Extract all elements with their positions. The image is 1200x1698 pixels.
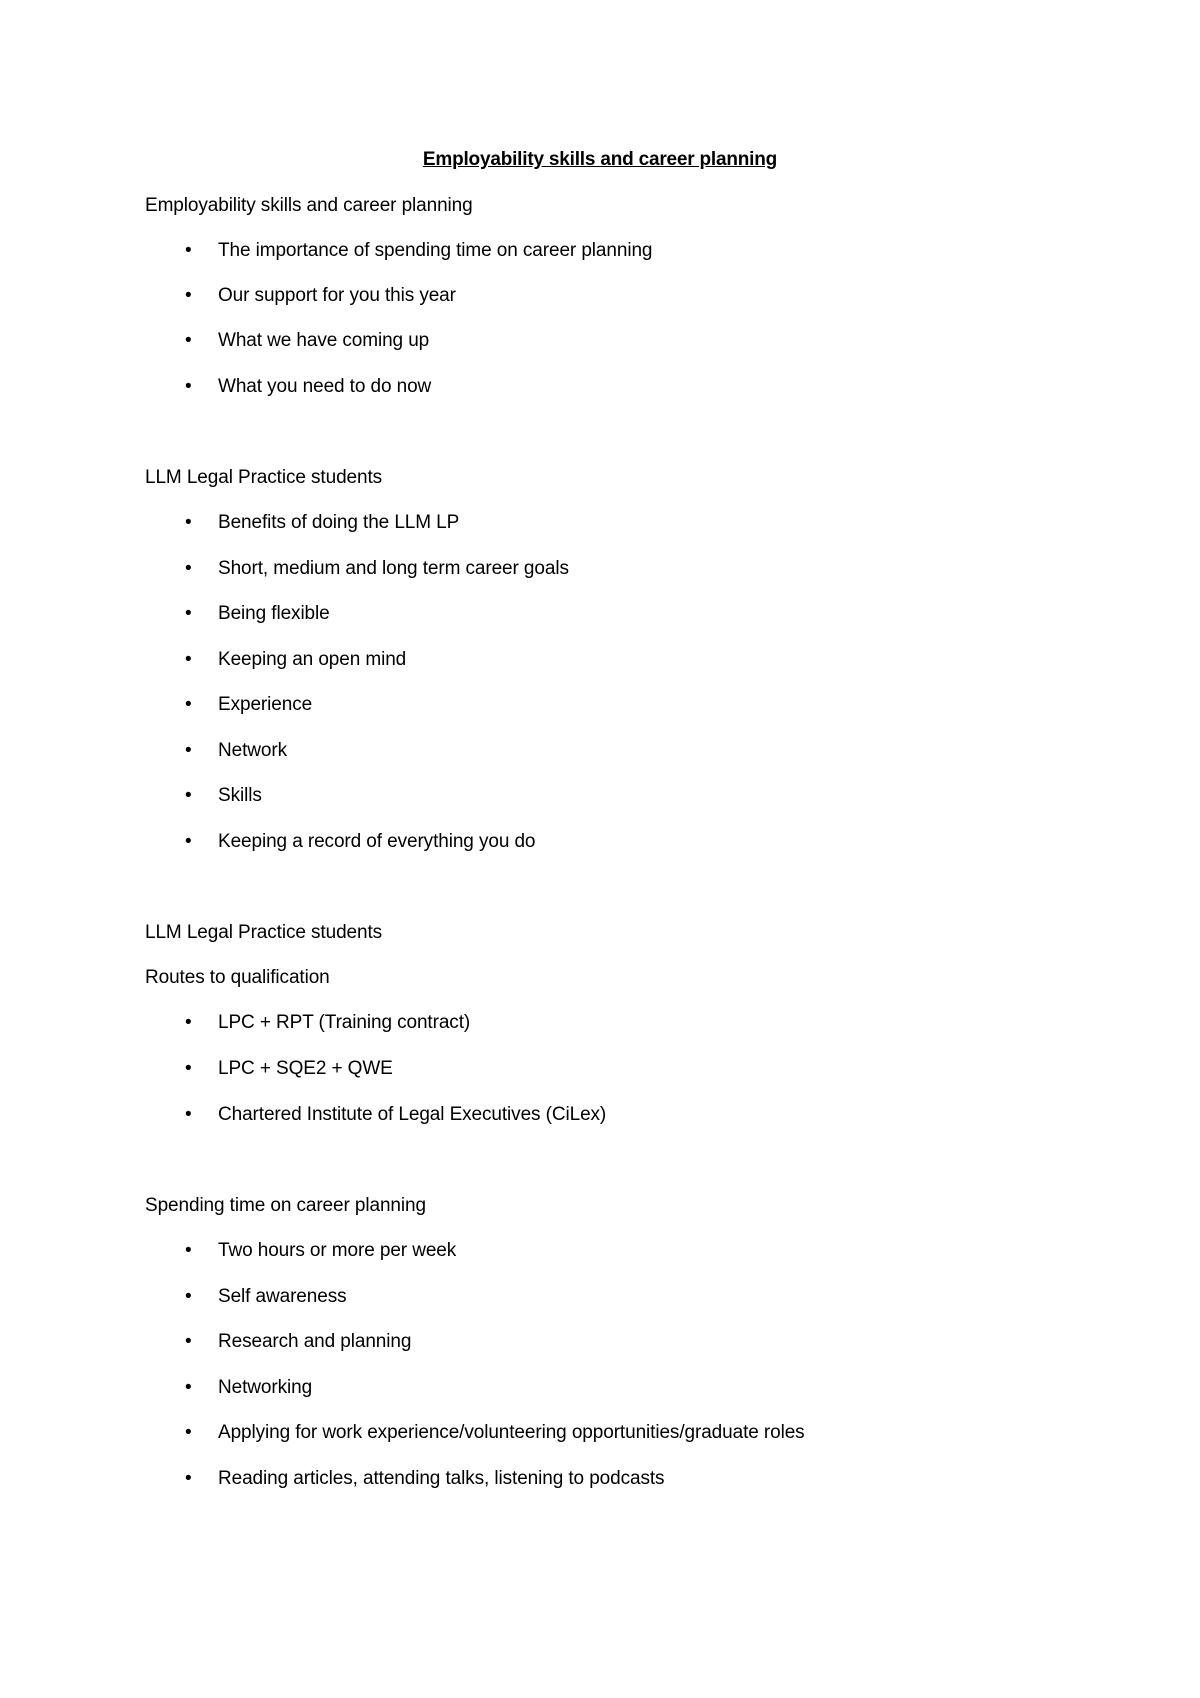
bullet-icon: • [185, 1240, 192, 1261]
list-item-text: Benefits of doing the LLM LP [218, 512, 460, 533]
bullet-icon: • [185, 1377, 192, 1398]
list-item-text: What you need to do now [218, 376, 432, 397]
list-item-text: Two hours or more per week [218, 1240, 457, 1261]
bullet-icon: • [185, 1286, 192, 1307]
bullet-icon: • [185, 1012, 192, 1033]
section-heading: Employability skills and career planning [145, 195, 473, 216]
list-item-text: Self awareness [218, 1286, 347, 1307]
section-heading: LLM Legal Practice students [145, 467, 383, 488]
list-item-text: What we have coming up [218, 330, 430, 351]
bullet-icon: • [185, 240, 192, 261]
list-item-text: Keeping a record of everything you do [218, 831, 536, 852]
list-item-text: The importance of spending time on career planning [218, 240, 653, 261]
list-item-text: LPC + RPT (Training contract) [218, 1012, 471, 1033]
list-item-text: LPC + SQE2 + QWE [218, 1058, 393, 1079]
bullet-icon: • [185, 785, 192, 806]
list-item-text: Being flexible [218, 603, 330, 624]
bullet-icon: • [185, 603, 192, 624]
bullet-icon: • [185, 1422, 192, 1443]
list-item-text: Applying for work experience/volunteering opportunities/graduate roles [218, 1422, 805, 1443]
list-item-text: Short, medium and long term career goals [218, 558, 569, 579]
list-item-text: Reading articles, attending talks, listening to podcasts [218, 1468, 665, 1489]
list-item-text: Experience [218, 694, 313, 715]
list-item-text: Chartered Institute of Legal Executives (CiLex) [218, 1104, 607, 1125]
bullet-icon: • [185, 376, 192, 397]
document-title: Employability skills and career planning [422, 149, 778, 170]
bullet-icon: • [185, 1058, 192, 1079]
list-item-text: Keeping an open mind [218, 649, 407, 670]
bullet-icon: • [185, 1104, 192, 1125]
section-subheading: Routes to qualification [145, 967, 330, 988]
bullet-icon: • [185, 740, 192, 761]
list-item-text: Network [218, 740, 287, 761]
bullet-icon: • [185, 694, 192, 715]
section-heading: LLM Legal Practice students [145, 922, 383, 943]
section-heading: Spending time on career planning [145, 1195, 426, 1216]
list-item-text: Research and planning [218, 1331, 412, 1352]
bullet-icon: • [185, 1331, 192, 1352]
bullet-icon: • [185, 1468, 192, 1489]
bullet-icon: • [185, 285, 192, 306]
bullet-icon: • [185, 649, 192, 670]
bullet-icon: • [185, 330, 192, 351]
list-item-text: Networking [218, 1377, 313, 1398]
bullet-icon: • [185, 831, 192, 852]
bullet-icon: • [185, 512, 192, 533]
list-item-text: Our support for you this year [218, 285, 456, 306]
list-item-text: Skills [218, 785, 262, 806]
bullet-icon: • [185, 558, 192, 579]
